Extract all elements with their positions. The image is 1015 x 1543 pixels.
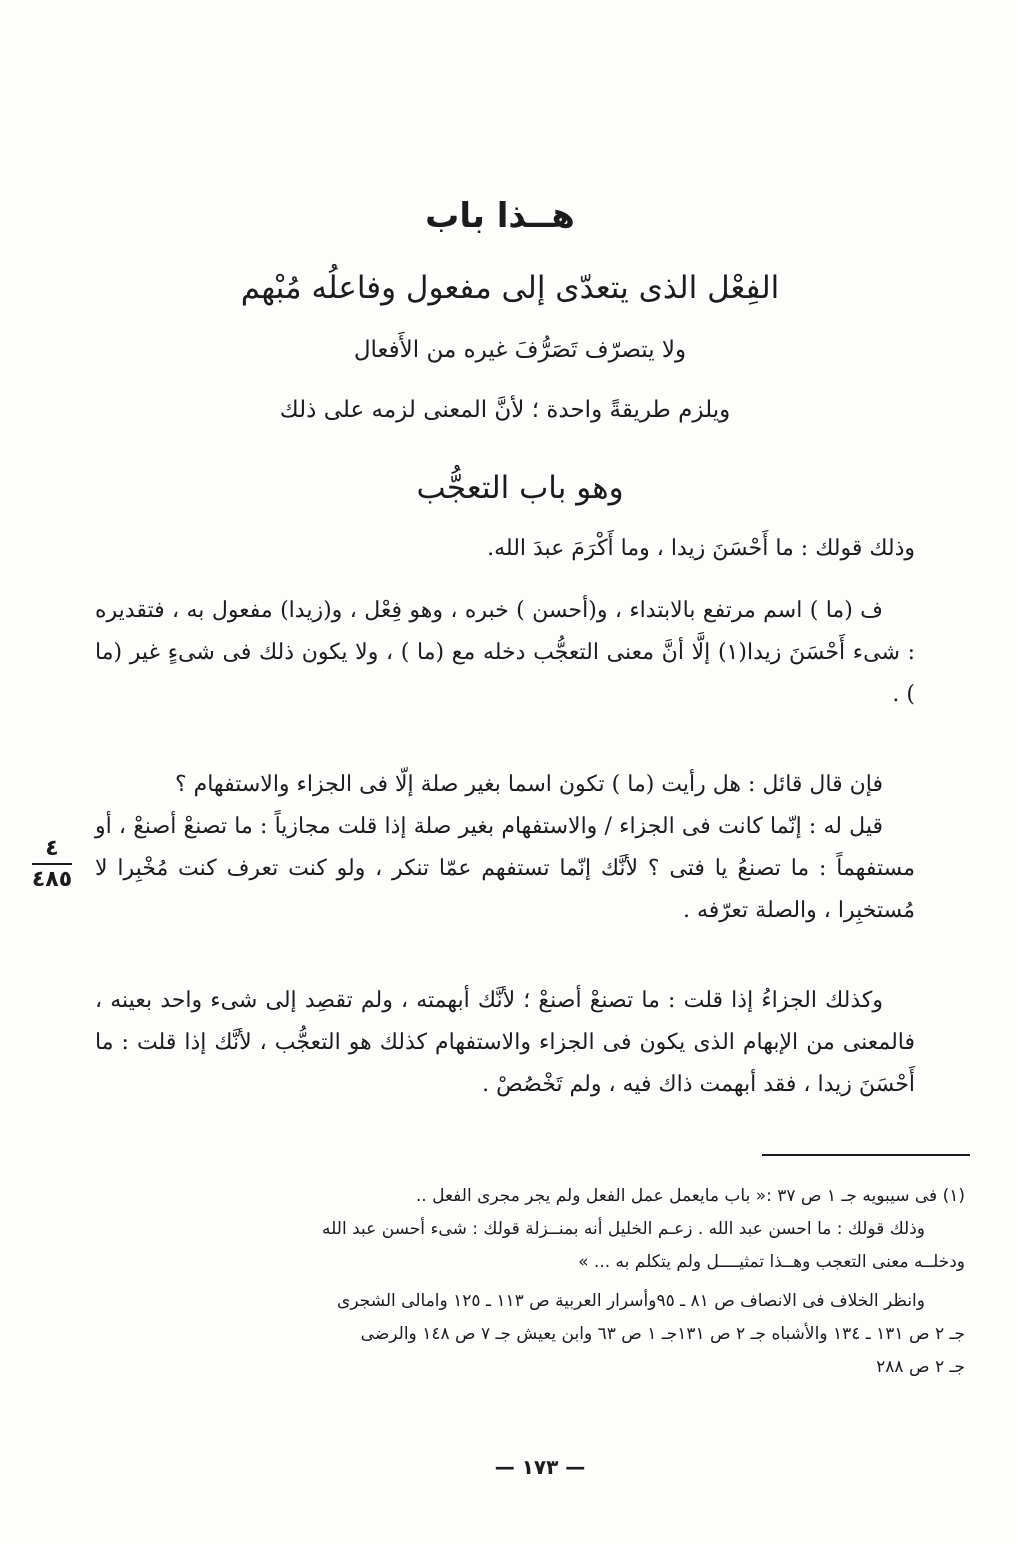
- body-paragraph-1: وذلك قولك : ما أَحْسَنَ زيدا ، وما أَكْرَمَ عبدَ الله.: [487, 536, 915, 561]
- footnote-line-6: جـ ٢ ص ٢٨٨: [876, 1357, 965, 1377]
- footnote-divider: [762, 1154, 970, 1156]
- margin-reference-page: ٤٨٥: [31, 867, 73, 892]
- body-paragraph-3-question: فإن قال قائل : هل رأيت (ما ) تكون اسما بغير صلة إلّا فى الجزاء والاستفهام ؟: [174, 772, 883, 797]
- footnote-line-3: ودخلــه معنى التعجب وهــذا تمثيــــل ولم يتكلم به ... »: [578, 1252, 965, 1272]
- chapter-heading-line-3: ويلزم طريقةً واحدة ؛ لأنَّ المعنى لزمه على ذلك: [279, 397, 731, 423]
- chapter-heading-line-1: الفِعْل الذى يتعدّى إلى مفعول وفاعلُه مُبْهم: [240, 270, 780, 306]
- chapter-heading-line-4: وهو باب التعجُّب: [416, 470, 624, 506]
- page-number: — ١٧٣ —: [494, 1455, 586, 1479]
- footnote-line-5: جـ ٢ ص ١٣١ ـ ١٣٤ والأشباه جـ ٢ ص ١٣١جـ ١ ص ٦٣ وابن يعيش جـ ٧ ص ١٤٨ والرضى: [360, 1324, 965, 1344]
- footnotes: [110, 1180, 965, 1384]
- footnote-line-1: (١) فى سيبويه جـ ١ ص ٣٧ :« باب مايعمل عمل الفعل ولم يجر مجرى الفعل ..: [415, 1186, 965, 1206]
- footnote-line-4: وانظر الخلاف فى الانصاف ص ٨١ ـ ٩٥وأسرار العربية ص ١١٣ ـ ١٢٥ وامالى الشجرى: [337, 1291, 925, 1311]
- margin-reference: [22, 836, 82, 892]
- body-paragraph-3-answer: قيل له : إنّما كانت فى الجزاء / والاستفهام بغير صلة إذا قلت مجازياً : ما تصنعْ أصنعْ ، أو مستفهماً : ما تصنعُ يا فتى ؟ لأنَّك إنّما تستفهم عمّا تنكر ، ولو كنت تعرف كنت مُخْبِرا لا مُستخبِرا ، والصلة تعرّفه .: [95, 814, 915, 923]
- footnote-line-2: وذلك قولك : ما احسن عبد الله . زعـم الخليل أنه بمنــزلة قولك : شىء أحسن عبد الله: [322, 1219, 925, 1239]
- chapter-heading-line-2: ولا يتصرّف تَصَرُّفَ غيره من الأَفعال: [353, 337, 687, 363]
- margin-reference-volume: ٤: [32, 836, 72, 865]
- body-paragraph-4: وكذلك الجزاءُ إذا قلت : ما تصنعْ أصنعْ ؛ لأنَّك أبهمته ، ولم تقصِد إلى شىء واحد بعينه ، فالمعنى من الإبهام الذى يكون فى الجزاء والاستفهام كذلك هو التعجُّب ، لأنَّك إذا قلت : ما أَحْسَنَ زيدا ، فقد أبهمت ذاك فيه ، ولم تَخْصُصْ .: [95, 988, 915, 1097]
- body-paragraph-2: ف (ما ) اسم مرتفع بالابتداء ، و(أحسن ) خبره ، وهو فِعْل ، و(زيدا) مفعول به ، فتقديره : شىء أَحْسَنَ زيدا(١) إلَّا أنَّ معنى التعجُّب دخله مع (ما ) ، ولا يكون ذلك فى شىءٍ غير (ما ) .: [95, 598, 915, 707]
- chapter-title: هــذا باب: [425, 196, 575, 236]
- body-paragraph-3: [95, 764, 915, 932]
